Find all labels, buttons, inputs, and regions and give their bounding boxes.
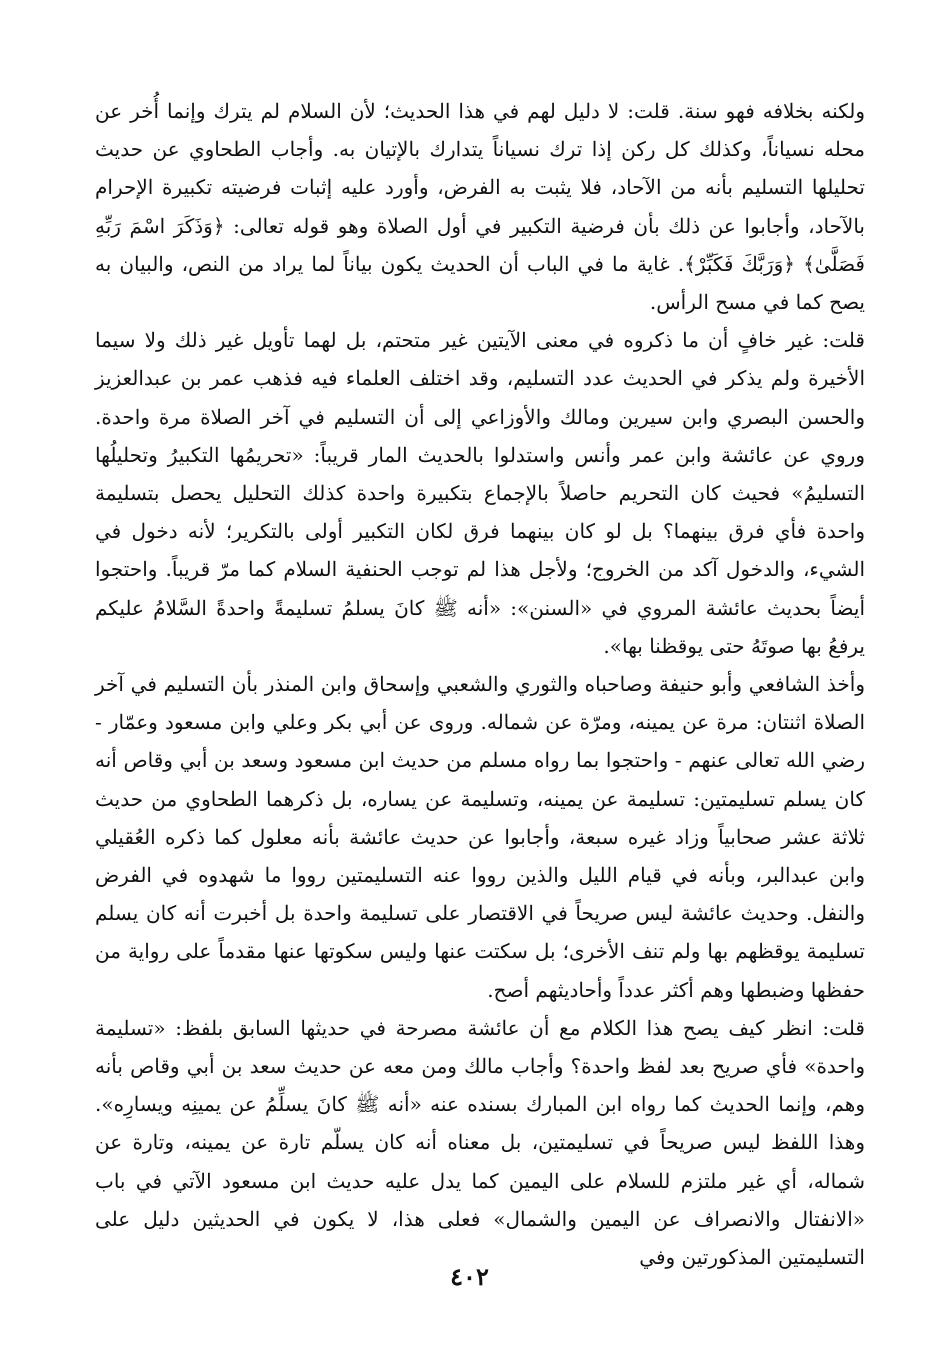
- paragraph-3: وأخذ الشافعي وأبو حنيفة وصاحباه والثوري والشعبي وإسحاق وابن المنذر بأن التسليم في آخر الصلاة اثنتان: مرة عن يمينه، ومرّة عن شماله. وروى عن أبي بكر وعلي وابن مسعود وعمّار - رضي الله تعالى عنهم - واحتجوا بما رواه مسلم من حديث ابن مسعود وسعد بن أبي وقاص أنه كان يسلم تسليمتين: تسليمة عن يمينه، وتسليمة عن يساره، بل ذكرهما الطحاوي من حديث ثلاثة عشر صحابياً وزاد غيره سبعة، وأجابوا عن حديث عائشة بأنه معلول كما ذكره العُقيلي وابن عبدالبر، وبأنه في قيام الليل والذين رووا عنه التسليمتين رووا ما شهدوه في الفرض والنفل. وحديث عائشة ليس صريحاً في الاقتصار على تسليمة واحدة بل أخبرت أنه كان يسلم تسليمة يوقظهم بها ولم تنف الأخرى؛ بل سكتت عنها وليس سكوتها عنها مقدماً على رواية من حفظها وضبطها وهم أكثر عدداً وأحاديثهم أصح.: [95, 672, 865, 1002]
- paragraph-4: قلت: انظر كيف يصح هذا الكلام مع أن عائشة مصرحة في حديثها السابق بلفظ: «تسليمة واحدة» فأي صريح بعد لفظ واحدة؟ وأجاب مالك ومن معه عن حديث سعد بن أبي وقاص بأنه وهم، وإنما الحديث كما رواه ابن المبارك بسنده عنه «أنه ﷺ كانَ يسلِّمُ عن يمينِه ويسارِه». وهذا اللفظ ليس صريحاً في تسليمتين، بل معناه أنه كان يسلّم تارة عن يمينه، وتارة عن شماله، أي غير ملتزم للسلام على اليمين كما يدل عليه حديث ابن مسعود الآتي في باب «الانفتال والانصراف عن اليمين والشمال» فعلى هذا، لا يكون في الحديثين دليل على التسليمتين المذكورتين وفي: [95, 1015, 865, 1270]
- paragraph-1: ولكنه بخلافه فهو سنة. قلت: لا دليل لهم في هذا الحديث؛ لأن السلام لم يترك وإنما أُخر عن محله نسياناً، وكذلك كل ركن إذا ترك نسياناً يتدارك بالإتيان به. وأجاب الطحاوي عن حديث تحليلها التسليم بأنه من الآحاد، فلا يثبت به الفرض، وأورد عليه إثبات فرضيته تكبيرة الإحرام بالآحاد، وأجابوا عن ذلك بأن فرضية التكبير في أول الصلاة وهو قوله تعالى: ﴿وَذَكَرَ اسْمَ رَبِّهِ فَصَلَّىٰ﴾ ﴿وَرَبَّكَ فَكَبِّرْ﴾. غاية ما في الباب أن الحديث يكون بياناً لما يراد من النص، والبيان به يصح كما في مسح الرأس.: [95, 99, 865, 315]
- body-text: [95, 92, 865, 1276]
- paragraph-2: قلت: غير خافٍ أن ما ذكروه في معنى الآيتين غير متحتم، بل لهما تأويل غير ذلك ولا سيما الأخيرة ولم يذكر في الحديث عدد التسليم، وقد اختلف العلماء فيه فذهب عمر بن عبدالعزيز والحسن البصري وابن سيرين ومالك والأوزاعي إلى أن التسليم في آخر الصلاة مرة واحدة. وروي عن عائشة وابن عمر وأنس واستدلوا بالحديث المار قريباً: «تحريمُها التكبيرُ وتحليلُها التسليمُ» فحيث كان التحريم حاصلاً بالإجماع بتكبيرة واحدة كذلك التحليل يحصل بتسليمة واحدة فأي فرق بينهما؟ بل لو كان بينهما فرق لكان التكبير أولى بالتكرير؛ لأنه دخول في الشيء، والدخول آكد من الخروج؛ ولأجل هذا لم توجب الحنفية السلام كما مرّ قريباً. واحتجوا أيضاً بحديث عائشة المروي في «السنن»: «أنه ﷺ كانَ يسلمُ تسليمةً واحدةً السَّلامُ عليكم يرفعُ بها صوتَهُ حتى يوقظنا بها».: [95, 328, 865, 658]
- page-number: ٤٠٢: [450, 1262, 489, 1291]
